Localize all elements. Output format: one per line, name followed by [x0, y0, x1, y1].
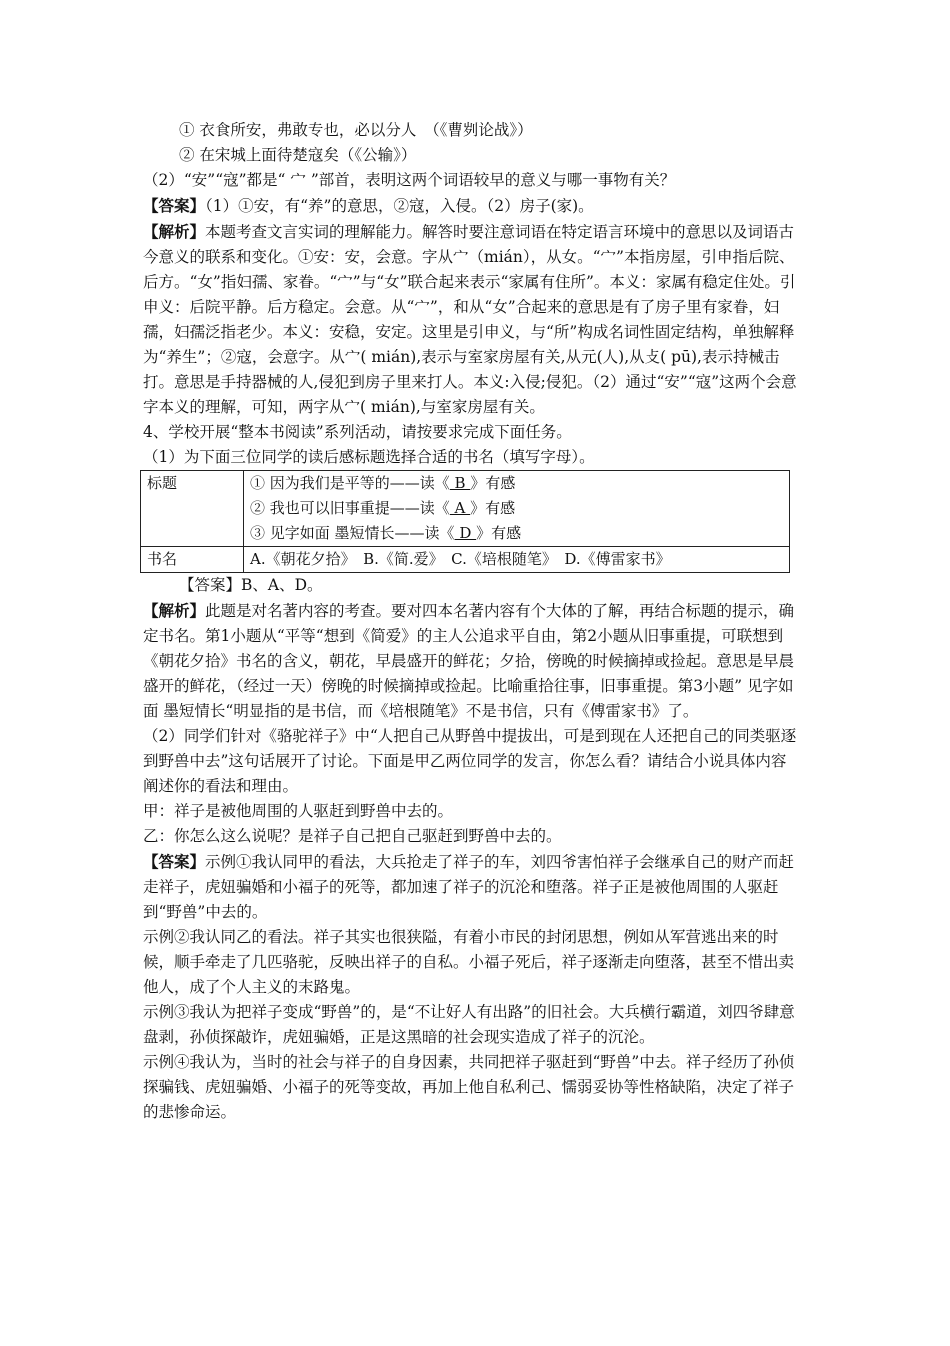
table-header-cell: 书名: [141, 547, 244, 573]
answer-blank: B: [449, 474, 471, 492]
table-header-cell: 标题: [141, 471, 244, 547]
analysis-text: 本题考查文言实词的理解能力。解答时要注意词语在特定语言环境中的意思以及词语古今意义的联系和变化。①安：安，会意。字从宀（mián），从女。“宀”本指房屋，引申指后院、后方。“女”指妇孺、家眷。“宀”与“女”联合起来表示“家属有住所”。本义：家属有稳定住处。引申义：后院平静。后方稳定。会意。从“宀”，和从“女”合起来的意思是有了房子里有家眷，妇孺，妇孺泛指老少。本义：安稳，安定。这里是引申义，与“所”构成名词性固定结构，单独解释为“养生”；②寇，会意字。从宀( mián),表示与室家房屋有关,从元(人),从攴( pū),表示持械击打。意思是手持器械的人,侵犯到房子里来打人。本义:入侵;侵犯。（2）通过“安”“寇”这两个会意字本义的理解，可知，两字从宀( mián),与室家房屋有关。: [143, 223, 797, 416]
q3-item-2: ② 在宋城上面待楚寇矣（《公输》）: [179, 146, 417, 164]
q4-2-answer-ex4: 示例④我认为，当时的社会与祥子的自身因素，共同把祥子驱赶到“野兽”中去。祥子经历了孙侦探骗钱、虎妞骗婚、小福子的死等变故，再加上他自私利己、懦弱妥协等性格缺陷，决定了祥子的悲惨命运。: [143, 1053, 795, 1121]
title-suffix: 》有感: [470, 474, 516, 492]
book-title-table: [140, 470, 790, 573]
q3-item-1: ① 衣食所安，弗敢专也，必以分人 （《曹刿论战》）: [179, 121, 533, 139]
table-row: [141, 547, 790, 573]
q3-subquestion-2: （2）“安”“寇”都是“ 宀 ”部首，表明这两个词语较早的意义与哪一事物有关？: [143, 171, 676, 189]
analysis-label: 【解析】: [143, 601, 206, 620]
q4-1-analysis: [143, 598, 798, 724]
q4-2-answer-ex3: 示例③我认为把祥子变成“野兽”的，是“不让好人有出路”的旧社会。大兵横行霸道，刘四爷肆意盘剥，孙侦探敲诈，虎妞骗婚，正是这黑暗的社会现实造成了祥子的沉沦。: [143, 1003, 795, 1046]
analysis-label: 【解析】: [143, 222, 206, 241]
title-suffix: 》有感: [476, 524, 522, 542]
answer-blank: D: [454, 524, 477, 542]
title-line-1: [250, 471, 783, 496]
q4-2-answer-ex2: 示例②我认同乙的看法。祥子其实也很狭隘，有着小市民的封闭思想，例如从军营逃出来的时候，顺手牵走了几匹骆驼，反映出祥子的自私。小福子死后，祥子逐渐走向堕落，甚至不惜出卖他人，成了个人主义的末路鬼。: [143, 928, 795, 996]
q4-subquestion-1: （1）为下面三位同学的读后感标题选择合适的书名（填写字母）。: [143, 448, 595, 466]
answer-text: 示例①我认同甲的看法，大兵抢走了祥子的车，刘四爷害怕祥子会继承自己的财产而赶走祥子，虎妞骗婚和小福子的死等，都加速了祥子的沉沦和堕落。祥子正是被他周围的人驱赶到“野兽”中去的。: [143, 853, 795, 921]
answer-label: 【答案】: [143, 196, 206, 215]
q4-subquestion-2: （2）同学们针对《骆驼祥子》中“人把自己从野兽中提拔出，可是到现在人还把自己的同类驱逐到野兽中去”这句话展开了讨论。下面是甲乙两位同学的发言，你怎么看？请结合小说具体内容阐述你的看法和理由。: [143, 727, 797, 795]
q3-answer: [143, 193, 798, 219]
document-content: [143, 118, 798, 1125]
answer-text: （1）①安，有“养”的意思，②寇，入侵。（2）房子(家)。: [205, 197, 594, 215]
title-text: ① 因为我们是平等的——读《: [250, 474, 450, 492]
title-line-2: [250, 496, 783, 521]
books-cell: A.《朝花夕拾》 B.《简.爱》 C.《培根随笔》 D.《傅雷家书》: [244, 547, 790, 573]
q4-title: 4、学校开展“整本书阅读”系列活动，请按要求完成下面任务。: [143, 423, 572, 441]
answer-blank: A: [449, 499, 471, 517]
answer-label: 【答案】: [143, 852, 206, 871]
student-yi: 乙：你怎么这么说呢？是祥子自己把自己驱赶到野兽中去的。: [143, 827, 562, 845]
analysis-text: 此题是对名著内容的考查。要对四本名著内容有个大体的了解，再结合标题的提示，确定书名。第1小题从“平等“想到《简爱》的主人公追求平自由，第2小题从旧事重提，可联想到《朝花夕拾》书名的含义，朝花，早晨盛开的鲜花；夕拾，傍晚的时候摘掉或捡起。意思是早晨盛开的鲜花，（经过一天）傍晚的时候摘掉或捡起。比喻重拾往事，旧事重提。第3小题” 见字如面 墨短情长“明显指的是书信，而《培根随笔》不是书信，只有《傅雷家书》了。: [143, 602, 795, 720]
q4-2-answer-ex1: [143, 849, 798, 925]
q3-analysis: [143, 219, 798, 420]
titles-cell: [244, 471, 790, 547]
student-jia: 甲：祥子是被他周围的人驱赶到野兽中去的。: [143, 802, 454, 820]
table-row: [141, 471, 790, 547]
title-line-3: [250, 521, 783, 546]
q4-1-answer: 【答案】B、A、D。: [179, 576, 323, 594]
title-suffix: 》有感: [470, 499, 516, 517]
title-text: ③ 见字如面 墨短情长——读《: [250, 524, 455, 542]
title-text: ② 我也可以旧事重提——读《: [250, 499, 450, 517]
